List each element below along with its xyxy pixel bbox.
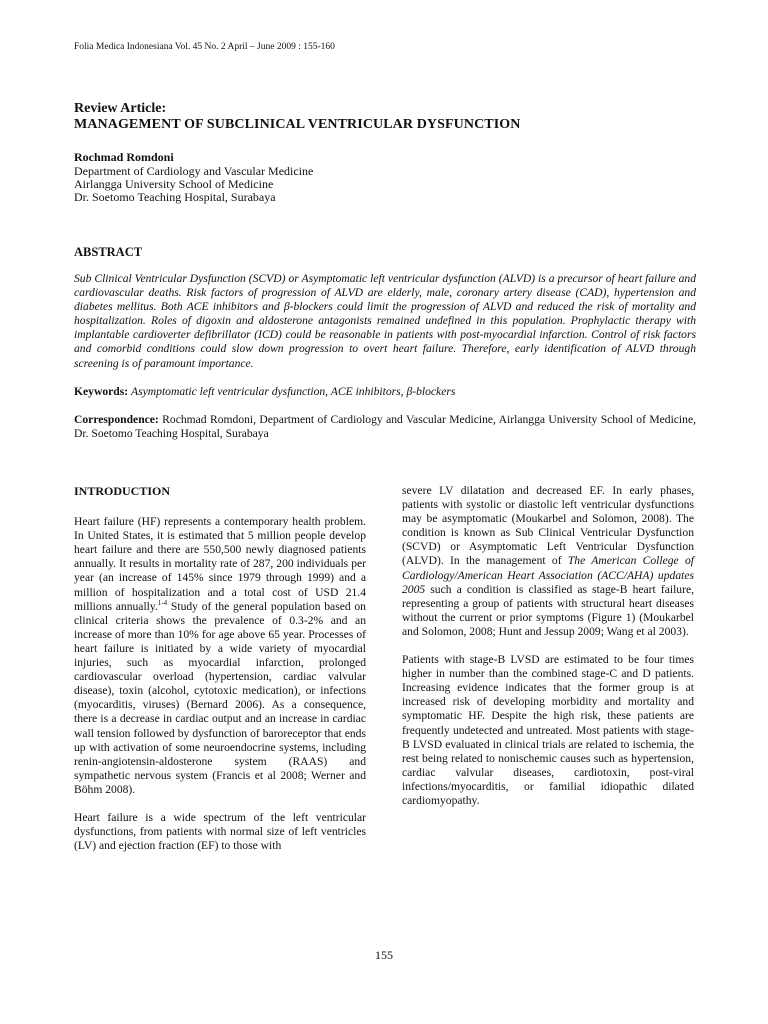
acc-aha-reference: The American College of Cardiology/American Heart Association (ACC/AHA) updates 2005 [402,554,694,596]
author-name: Rochmad Romdoni [74,150,174,164]
running-header: Folia Medica Indonesiana Vol. 45 No. 2 April – June 2009 : 155-160 [74,42,335,52]
correspondence-text: Rochmad Romdoni, Department of Cardiology and Vascular Medicine, Airlangga University School of Medicine, Dr. Soetomo Teaching Hospital, Surabaya [74,413,696,441]
right-column [402,484,694,808]
affiliation-department: Department of Cardiology and Vascular Medicine [74,164,314,178]
citation-superscript: 1-4 [157,598,168,607]
article-title: MANAGEMENT OF SUBCLINICAL VENTRICULAR DYSFUNCTION [74,117,521,132]
abstract-heading: ABSTRACT [74,245,143,259]
keywords-text: Asymptomatic left ventricular dysfunction, ACE inhibitors, β-blockers [131,385,456,398]
left-column [74,484,366,853]
article-type-label: Review Article: [74,101,167,116]
keywords-line: Keywords: Asymptomatic left ventricular dysfunction, ACE inhibitors, β-blockers [74,385,456,398]
introduction-heading: INTRODUCTION [74,484,171,498]
page-number: 155 [375,948,393,962]
intro-p1-text: Heart failure (HF) represents a contemporary health problem. In United States, it is estimated that 5 million people develop heart failure and there are 550,500 newly diagnosed patients annually. It results in mortality rate of 287, 200 individuals per year (an increase of 145% since 1979 through 1999) and a million of hospitalization and a total cost of USD 21.4 millions annually. [74,515,366,613]
abstract-body: Sub Clinical Ventricular Dysfunction (SCVD) or Asymptomatic left ventricular dysfunction (ALVD) is a precursor of heart failure and cardiovascular deaths. Risk factors of progression of ALVD are elderly, male, coronary artery disease (CAD), hypertension and diabetes mellitus. Both ACE inhibitors and β-blockers could limit the progression of ALVD and reduced the risk of mortality and hospitalization. Roles of digoxin and aldosterone antagonists remained undefined in this population. Prophylactic therapy with implantable cardioverter defibrillator (ICD) could be reasonable in patients with post-myocardial infarction. Control of risk factors and comorbid conditions could slow down progression to overt heart failure. Therefore, early identification of ALVD through screening is of paramount importance. [74,272,696,370]
correspondence [74,413,696,441]
intro-p1-continued: Study of the general population based on clinical criteria shows the prevalence of 0.3-2% and an increase of more than 10% for age above 65 year. Processes of heart failure is initiated by a wide variety of myocardial injuries, such as myocardial infarction, prolonged cardiovascular overload (hypertension, cardiac valvular disease), toxin (alcohol, cytotoxic medication), or infections (myocarditis, viruses) (Bernard 2006). As a consequence, there is a decrease in cardiac output and an increase in cardiac wall tension followed by dysfunction of baroreceptor that ends up with activation of some neuroendocrine systems, including renin-angiotensin-aldosterone system (RAAS) and sympathetic nervous system (Francis et al 2008; Werner and Böhm 2008). [74,599,366,796]
keywords-label: Keywords [74,385,125,398]
right-paragraph-2: Patients with stage-B LVSD are estimated to be four times higher in number than the combined stage-C and D patients. Increasing evidence indicates that the former group is at increased risk of developing morbidity and mortality and symptomatic HF. Despite the high risk, these patients are frequently undetected and untreated. Most patients with stage-B LVSD evaluated in clinical trials are related to ischemia, the rest being related to nonischemic causes such as hypertension, cardiac valvular diseases, cardiotoxin, post-viral infections/myocarditis, or familial idiopathic dilated cardiomyopathy. [402,653,694,807]
right-paragraph-1 [402,484,694,639]
affiliation-university: Airlangga University School of Medicine [74,177,274,191]
right-p1-continued: such a condition is classified as stage-B heart failure, representing a group of patients with structural heart diseases without the current or prior symptoms (Figure 1) (Moukarbel and Solomon, 2008; Hunt and Jessup 2009; Wang et al 2003). [402,582,694,638]
affiliation-hospital: Dr. Soetomo Teaching Hospital, Surabaya [74,190,276,204]
intro-paragraph-2: Heart failure is a wide spectrum of the left ventricular dysfunctions, from patients with normal size of left ventricles (LV) and ejection fraction (EF) to those with [74,810,366,853]
intro-paragraph-1 [74,515,366,797]
correspondence-label: Correspondence: [74,413,159,426]
right-p1-text: severe LV dilatation and decreased EF. In early phases, patients with systolic or diastolic left ventricular dysfunctions may be asymptomatic (Moukarbel and Solomon, 2008). The condition is known as Sub Clinical Ventricular Dysfunction (SCVD) or Asymptomatic Left Ventricular Dysfunction (ALVD). In the management of [402,484,694,568]
